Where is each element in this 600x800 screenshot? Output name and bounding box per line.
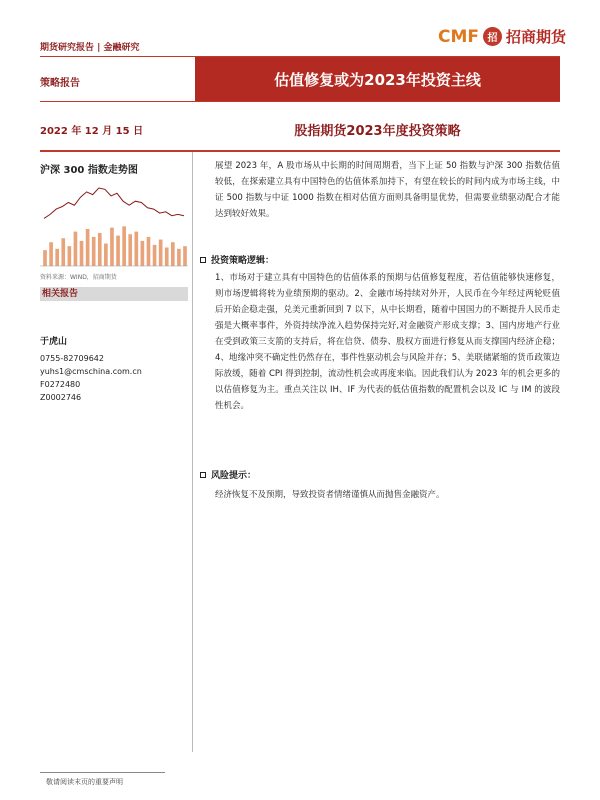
sidebar	[40, 155, 188, 301]
chart-bar	[153, 245, 157, 266]
chart-bar	[43, 250, 47, 266]
analyst-email[interactable]: yuhs1@cmschina.com.cn	[40, 367, 142, 376]
chart-bar	[74, 232, 78, 266]
chart-bar	[92, 237, 96, 266]
footer-disclaimer: 敬请阅读末页的重要声明	[46, 778, 123, 786]
subtitle-rule	[40, 150, 560, 152]
index-chart-svg	[40, 180, 188, 270]
chart-bar	[122, 226, 126, 266]
chart-bar	[141, 241, 145, 266]
logic-section-heading	[200, 253, 274, 266]
chart-bar	[134, 232, 138, 266]
chart-bar	[80, 241, 84, 266]
risk-heading-text: 风险提示：	[211, 471, 257, 481]
analyst-license-2: Z0002746	[40, 393, 82, 402]
chart-bar	[183, 246, 187, 266]
index-chart	[40, 180, 188, 270]
chart-bar	[171, 242, 175, 266]
chart-bar	[177, 249, 181, 266]
logic-heading-text: 投资策略逻辑：	[211, 256, 275, 266]
chart-bar	[61, 238, 65, 266]
chart-bar	[98, 233, 102, 266]
chart-bar	[49, 242, 53, 266]
chart-bar	[128, 234, 132, 266]
title-divider	[40, 101, 560, 102]
chart-bar	[68, 246, 72, 266]
chart-title: 沪深 300 指数走势图	[40, 165, 138, 176]
report-title: 估值修复或为2023年投资主线	[195, 57, 560, 101]
intro-paragraph: 展望 2023 年，A 股市场从中长期的时间周期看，当下上证 50 指数与沪深 300 指数估值较低，在探索建立具有中国特色的估值体系加持下，有望在较长的时间内成为市场主线，中证 500 指数与中证 1000 指数在相对估值方面则具备明显优势，但需要业绩驱动配合才能达到较好效果。	[215, 161, 560, 219]
footer-rule	[40, 772, 165, 773]
company-logo	[438, 26, 566, 47]
chart-bar	[104, 244, 108, 266]
logo-company-name: 招商期货	[506, 28, 567, 46]
report-subtitle: 股指期货2023年度投资策略	[294, 123, 461, 139]
chart-bar	[86, 229, 90, 266]
chart-bar	[147, 237, 151, 266]
chart-bar	[116, 236, 120, 266]
chart-bar	[159, 240, 163, 266]
risk-paragraph: 经济恢复不及预期，导致投资者情绪谨慎从而抛售金融资产。	[215, 490, 445, 500]
report-type-label: 策略报告	[40, 78, 80, 89]
analyst-phone: 0755-82709642	[40, 354, 104, 363]
chart-bar	[165, 247, 169, 266]
chart-bar	[110, 228, 114, 266]
report-date: 2022 年 12 月 15 日	[40, 126, 144, 137]
risk-section-heading	[200, 468, 256, 481]
chart-line	[44, 188, 184, 218]
square-bullet-icon	[200, 257, 206, 263]
chart-source: 资料来源：WIND，招商期货	[40, 274, 117, 281]
column-divider	[192, 152, 193, 752]
chart-bar	[55, 249, 59, 266]
logic-paragraph: 1、市场对于建立具有中国特色的估值体系的预期与估值修复程度，若估值能够快速修复，则市场逻辑将转为业绩预期的驱动。2、金融市场持续对外开，人民币在今年经过两轮贬值后开始企稳走强，兑美元重新回到 7 以下，从中长期看，随着中国国力的不断提升人民币走强是大概率事件，外资持续净流入趋势保持完好,对金融资产形成支撑；3、国内房地产行业在受到政策三支箭的支持后，将在信贷、债券、股权方面进行修复从而支撑国内经济企稳；4、地缘冲突不确定性仍然存在，事件性驱动机会与风险并存；5、美联储紧缩的货币政策边际放缓，随着 CPI 得到控制，流动性机会或再度来临。因此我们认为 2023 年的机会更多的以估值修复为主。重点关注以 IH、IF 为代表的低估值指数的配置机会以及 IC 与 IM 的波段性机会。	[215, 273, 560, 411]
analyst-name: 于虎山	[40, 337, 68, 347]
report-category: 期货研究报告 | 金融研究	[40, 43, 140, 53]
analyst-info	[40, 336, 142, 404]
logo-cmf-text: CMF	[438, 26, 480, 47]
square-bullet-icon	[200, 472, 206, 478]
related-reports-label: 相关报告	[40, 287, 188, 301]
logo-mark-icon: 招	[483, 27, 502, 46]
analyst-license-1: F0272480	[40, 380, 81, 389]
